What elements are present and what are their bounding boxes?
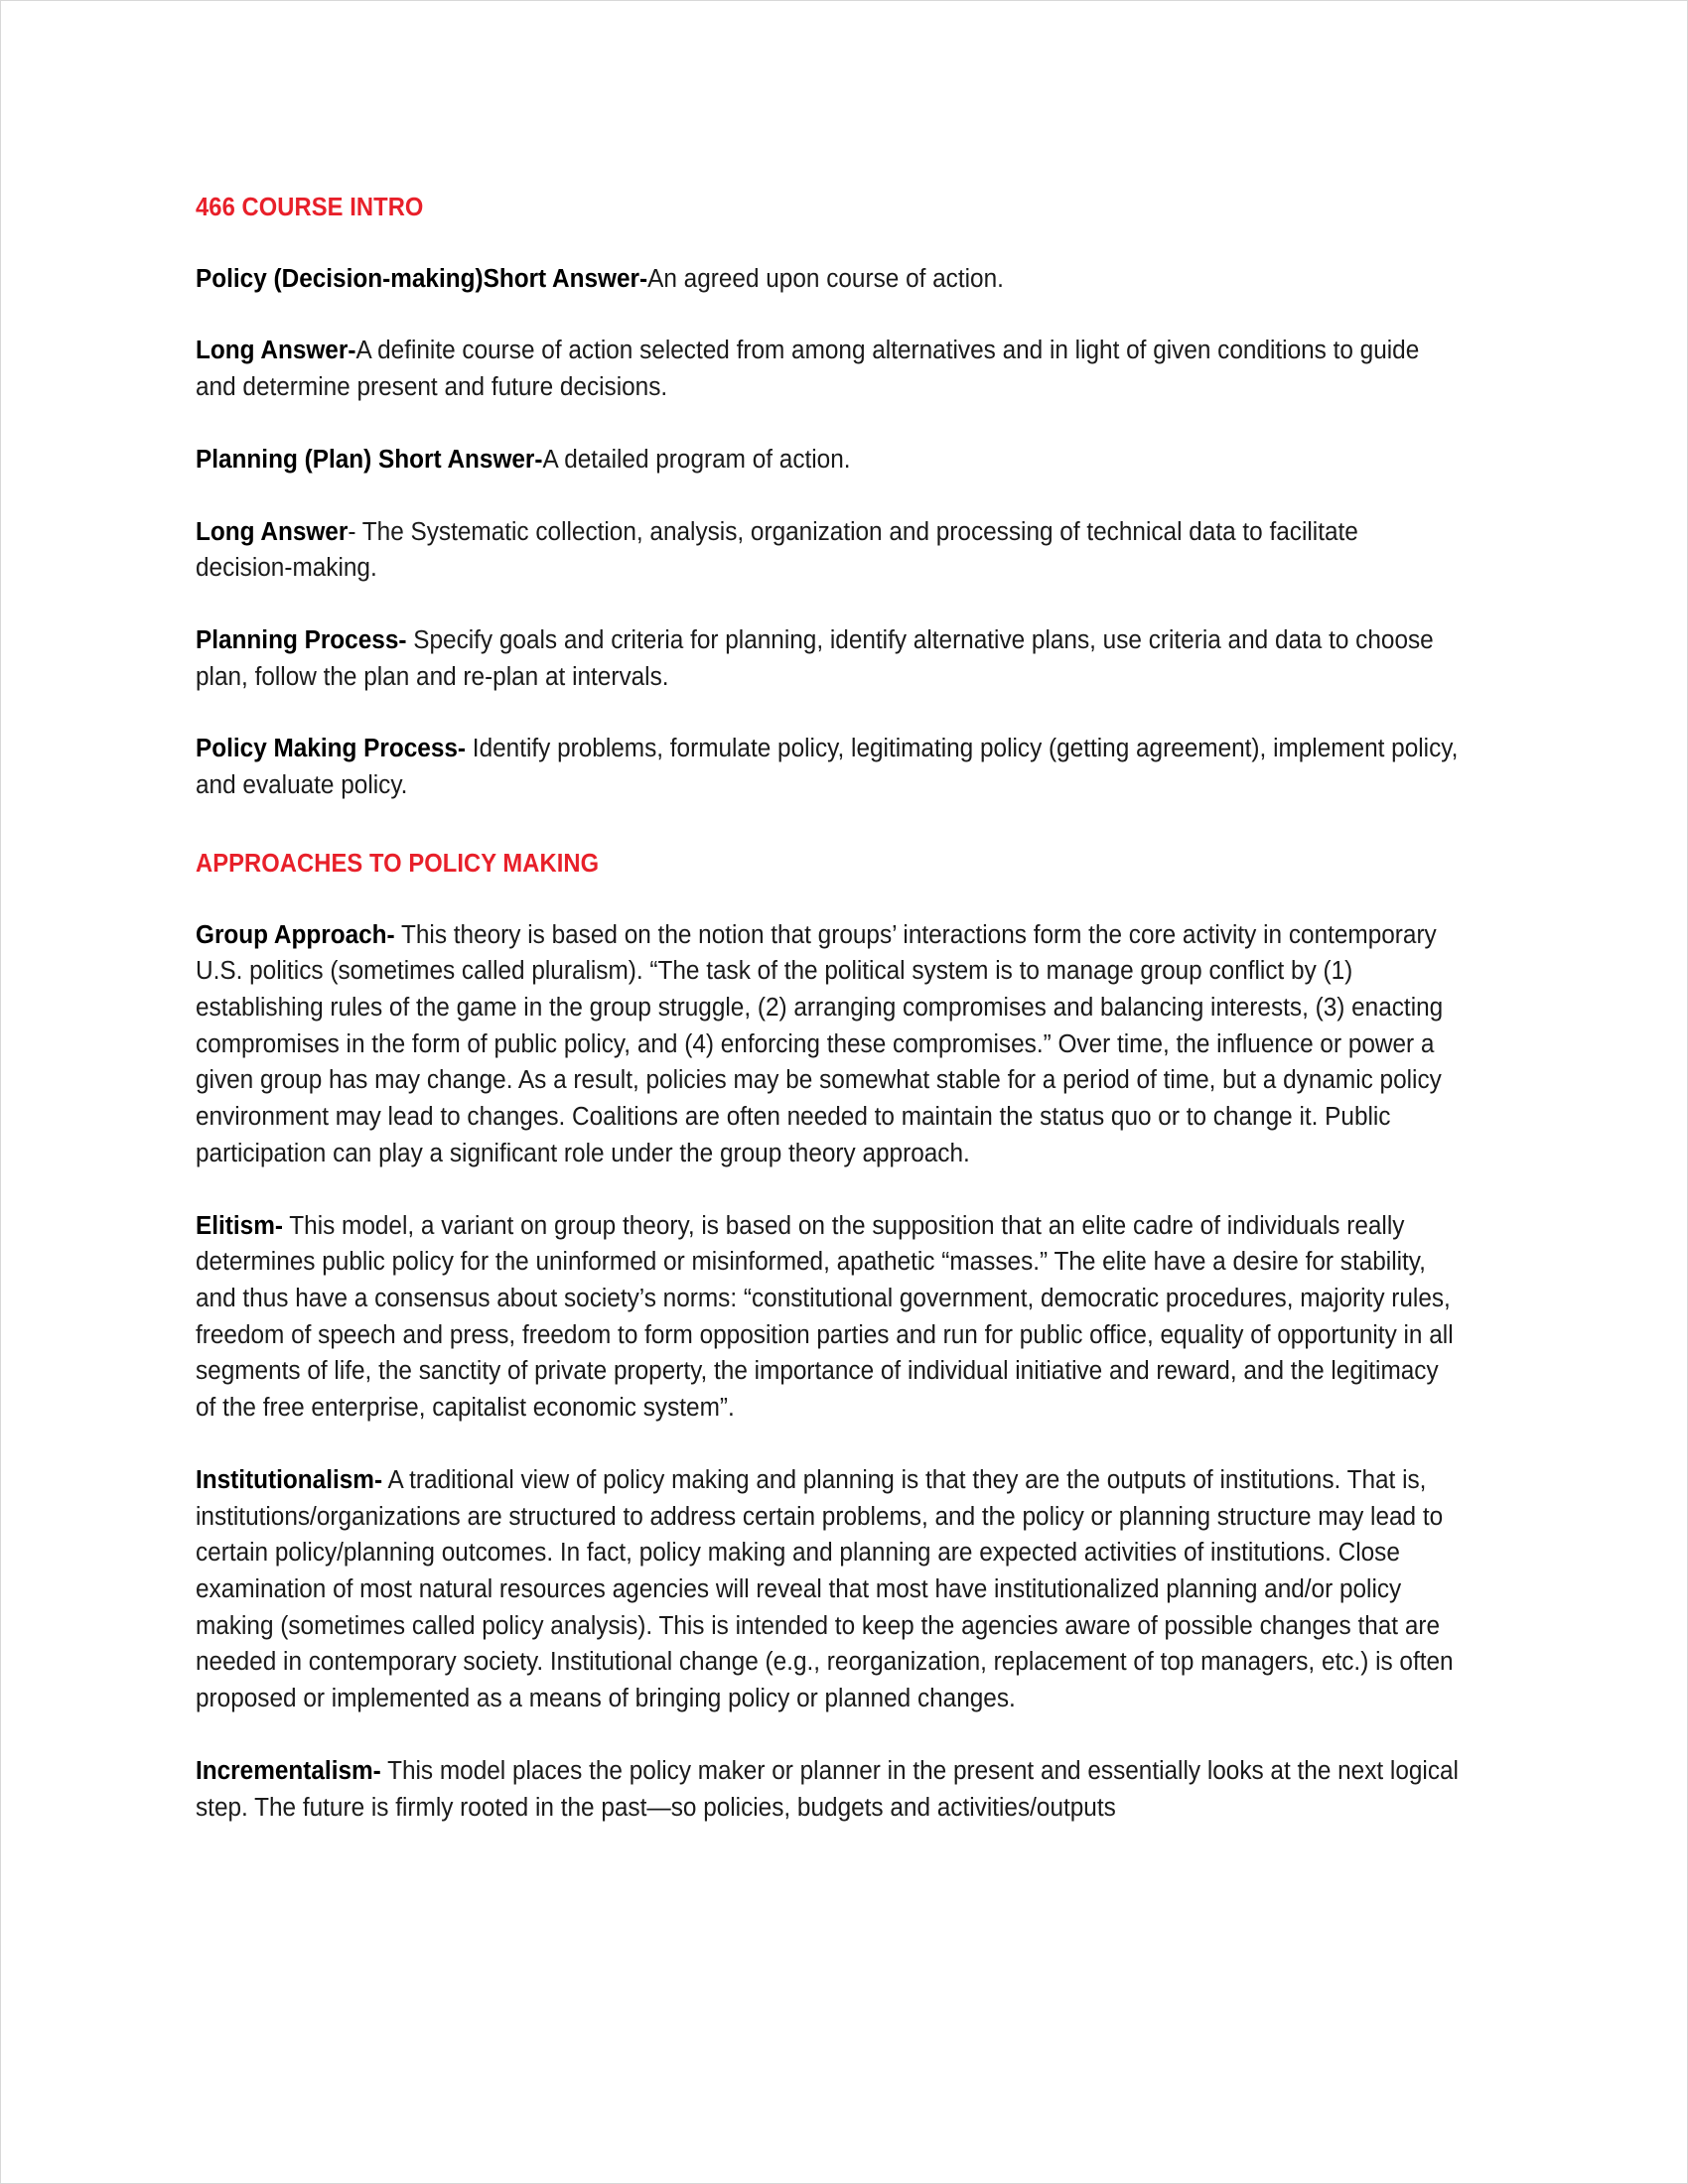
- paragraph-body: Specify goals and criteria for planning, identify alternative plans, use criteria and data to choose plan, follow the plan and re-plan at intervals.: [196, 625, 1434, 691]
- section-heading-course-intro: 466 COURSE INTRO: [196, 194, 424, 221]
- paragraph-lead: Long Answer-: [196, 337, 356, 365]
- paragraph-elitism: [196, 1208, 1459, 1427]
- paragraph-body: A definite course of action selected from among alternatives and in light of given conditions to guide and determine present and future decisions.: [196, 337, 1420, 402]
- paragraph-body: This model, a variant on group theory, is based on the supposition that an elite cadre of individuals really determines public policy for the uninformed or misinformed, apathetic “masses.” The elite have a desire for stability, and thus have a consensus about society’s norms: “constitutional government, democratic procedures, majority rules, freedom of speech and press, freedom to form opposition parties and run for public office, equality of opportunity in all segments of life, the sanctity of private property, the importance of individual initiative and reward, and the legitimacy of the free enterprise, capitalist economic system”.: [196, 1211, 1454, 1423]
- paragraph-planning-long-answer: [196, 514, 1459, 587]
- paragraph-lead: Elitism-: [196, 1211, 283, 1240]
- paragraph-policy-long-answer: [196, 333, 1459, 405]
- paragraph-body: A traditional view of policy making and planning is that they are the outputs of institutions. That is, institutions/organizations are structured to address certain problems, and the policy or planning structure may lead to certain policy/planning outcomes. In fact, policy making and planning are expected activities of institutions. Close examination of most natural resources agencies will reveal that most have institutionalized planning and/or policy making (sometimes called policy analysis). This is intended to keep the agencies aware of possible changes that are needed in contemporary society. Institutional change (e.g., reorganization, replacement of top managers, etc.) is often proposed or implemented as a means of bringing policy or planned changes.: [196, 1465, 1454, 1713]
- paragraph-planning-process: [196, 622, 1459, 695]
- paragraph-body: Identify problems, formulate policy, legitimating policy (getting agreement), implement policy, and evaluate policy.: [196, 735, 1459, 800]
- paragraph-lead: Incrementalism-: [196, 1756, 381, 1785]
- paragraph-policy-making-process: [196, 731, 1459, 803]
- paragraph-lead: Long Answer: [196, 517, 349, 546]
- paragraph-body: This theory is based on the notion that groups’ interactions form the core activity in contemporary U.S. politics (sometimes called pluralism). “The task of the political system is to manage group conflict by (1) establishing rules of the game in the group struggle, (2) arranging compromises and balancing interests, (3) enacting compromises in the form of public policy, and (4) enforcing these compromises.” Over time, the influence or power a given group has may change. As a result, policies may be somewhat stable for a period of time, but a dynamic policy environment may lead to changes. Coalitions are often needed to maintain the status quo or to change it. Public participation can play a significant role under the group theory approach.: [196, 920, 1444, 1167]
- document-content: [196, 192, 1462, 1826]
- paragraph-lead: Policy (Decision-making)Short Answer-: [196, 264, 648, 293]
- paragraph-lead: Planning (Plan) Short Answer-: [196, 445, 543, 474]
- paragraph-incrementalism: [196, 1753, 1459, 1826]
- paragraph-body: A detailed program of action.: [542, 445, 851, 474]
- paragraph-planning-short-answer: [196, 442, 1459, 478]
- paragraph-lead: Planning Process-: [196, 625, 407, 654]
- paragraph-policy-short-answer: [196, 261, 1459, 298]
- paragraph-body: This model places the policy maker or planner in the present and essentially looks at the next logical step. The future is firmly rooted in the past—so policies, budgets and activities/outputs: [196, 1756, 1459, 1822]
- paragraph-lead: Institutionalism-: [196, 1465, 383, 1494]
- paragraph-lead: Policy Making Process-: [196, 735, 467, 763]
- paragraph-body: - The Systematic collection, analysis, organization and processing of technical data to facilitate decision-making.: [196, 517, 1358, 583]
- paragraph-body: An agreed upon course of action.: [647, 264, 1004, 293]
- paragraph-group-approach: [196, 917, 1459, 1172]
- section-heading-approaches-to-policy-making: APPROACHES TO POLICY MAKING: [196, 849, 600, 878]
- paragraph-lead: Group Approach-: [196, 920, 395, 949]
- paragraph-institutionalism: [196, 1462, 1459, 1717]
